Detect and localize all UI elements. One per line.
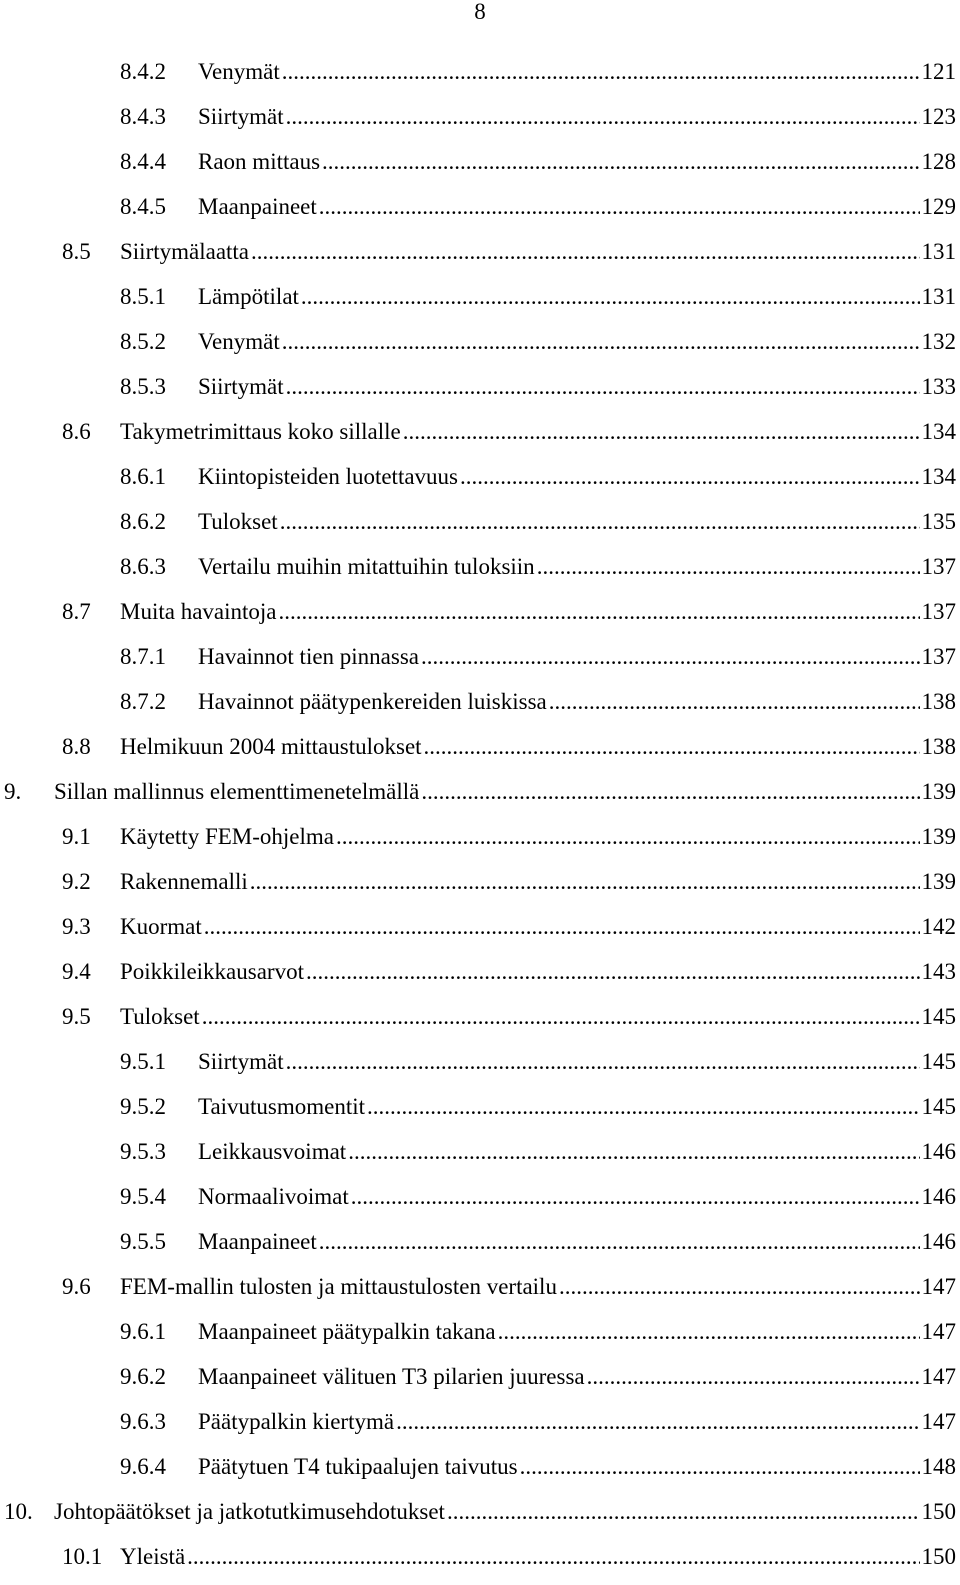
toc-entry-line <box>198 1405 956 1439</box>
toc-entry-line <box>198 1090 956 1124</box>
toc-entry-number: 9.3 <box>62 914 91 939</box>
toc-entry-number: 8.4.5 <box>120 194 166 219</box>
toc-entry-number: 8.4.4 <box>120 149 166 174</box>
toc-dot-leader <box>286 1045 920 1079</box>
toc-entry-line <box>120 820 956 854</box>
toc-entry[interactable] <box>0 1225 960 1270</box>
toc-entry[interactable] <box>0 190 960 235</box>
toc-dot-leader <box>421 640 919 674</box>
toc-entry-page: 150 <box>921 1544 956 1569</box>
toc-entry[interactable] <box>0 460 960 505</box>
toc-dot-leader <box>396 1405 919 1439</box>
toc-dot-leader <box>498 1315 920 1349</box>
toc-entry-title: Taivutusmomentit <box>198 1090 365 1124</box>
toc-dot-leader <box>587 1360 920 1394</box>
toc-entry-page: 139 <box>921 824 956 849</box>
toc-entry-page: 146 <box>921 1184 956 1209</box>
toc-entry-line <box>120 730 956 764</box>
toc-entry-title: Siirtymät <box>198 1045 284 1079</box>
page-number: 8 <box>474 0 486 24</box>
toc-entry[interactable] <box>0 100 960 145</box>
toc-dot-leader <box>537 550 920 584</box>
toc-entry-title: Vertailu muihin mitattuihin tuloksiin <box>198 550 535 584</box>
toc-dot-leader <box>286 100 920 134</box>
toc-entry[interactable] <box>0 370 960 415</box>
toc-entry-page: 121 <box>921 59 956 84</box>
toc-entry-page: 148 <box>921 1454 956 1479</box>
toc-entry-number: 9.6 <box>62 1274 91 1299</box>
toc-entry-number: 9.5.4 <box>120 1184 166 1209</box>
toc-dot-leader <box>336 820 920 854</box>
toc-entry-page: 131 <box>921 239 956 264</box>
toc-entry-line <box>198 370 956 404</box>
toc-entry[interactable] <box>0 955 960 1000</box>
toc-entry[interactable] <box>0 1540 960 1585</box>
toc-dot-leader <box>286 370 920 404</box>
toc-dot-leader <box>367 1090 919 1124</box>
toc-entry-number: 9. <box>4 779 22 804</box>
toc-entry-title: Havainnot päätypenkereiden luiskissa <box>198 685 547 719</box>
toc-entry-number: 8.6.3 <box>120 554 166 579</box>
toc-dot-leader <box>421 775 919 809</box>
toc-entry-title: Siirtymälaatta <box>120 235 249 269</box>
toc-entry-page: 147 <box>921 1364 956 1389</box>
toc-entry-number: 8.6 <box>62 419 91 444</box>
toc-entry[interactable] <box>0 685 960 730</box>
toc-entry-number: 9.6.2 <box>120 1364 166 1389</box>
toc-entry-number: 9.1 <box>62 824 91 849</box>
toc-entry-line <box>198 55 956 89</box>
toc-entry-number: 9.5.1 <box>120 1049 166 1074</box>
toc-entry-title: Helmikuun 2004 mittaustulokset <box>120 730 422 764</box>
toc-entry-title: Päätypalkin kiertymä <box>198 1405 394 1439</box>
toc-entry-number: 8.7.2 <box>120 689 166 714</box>
toc-entry-title: Kuormat <box>120 910 202 944</box>
toc-entry[interactable] <box>0 595 960 640</box>
toc-entry[interactable] <box>0 415 960 460</box>
toc-entry-number: 8.5 <box>62 239 91 264</box>
toc-entry-number: 9.5.5 <box>120 1229 166 1254</box>
toc-entry-title: Lämpötilat <box>198 280 299 314</box>
toc-entry-line <box>198 1180 956 1214</box>
toc-entry-page: 147 <box>921 1274 956 1299</box>
toc-entry-number: 9.6.4 <box>120 1454 166 1479</box>
toc-entry-page: 135 <box>921 509 956 534</box>
toc-dot-leader <box>447 1495 920 1529</box>
toc-entry-line <box>198 280 956 314</box>
toc-dot-leader <box>282 325 920 359</box>
toc-entry-title: Maanpaineet <box>198 190 317 224</box>
toc-entry-number: 10.1 <box>62 1544 103 1569</box>
toc-dot-leader <box>322 145 919 179</box>
toc-entry[interactable] <box>0 550 960 595</box>
toc-entry-number: 8.7 <box>62 599 91 624</box>
toc-entry-line <box>198 550 956 584</box>
toc-entry-page: 139 <box>921 779 956 804</box>
toc-entry[interactable] <box>0 640 960 685</box>
toc-entry[interactable] <box>0 505 960 550</box>
toc-entry-line <box>198 1135 956 1169</box>
toc-entry-line <box>198 1360 956 1394</box>
toc-entry-number: 9.6.1 <box>120 1319 166 1344</box>
toc-entry-line <box>120 595 956 629</box>
toc-entry-line <box>198 100 956 134</box>
toc-entry-page: 134 <box>921 419 956 444</box>
toc-entry[interactable] <box>0 1045 960 1090</box>
toc-entry-number: 9.2 <box>62 869 91 894</box>
toc-entry[interactable] <box>0 1135 960 1180</box>
toc-entry-page: 128 <box>921 149 956 174</box>
toc-entry-title: Kiintopisteiden luotettavuus <box>198 460 458 494</box>
toc-entry-page: 143 <box>921 959 956 984</box>
toc-entry-line <box>54 775 956 809</box>
toc-dot-leader <box>403 415 920 449</box>
toc-entry-title: Venymät <box>198 325 280 359</box>
toc-entry-title: Maanpaineet välituen T3 pilarien juuressa <box>198 1360 585 1394</box>
toc-entry-page: 123 <box>921 104 956 129</box>
toc-entry-number: 8.5.1 <box>120 284 166 309</box>
toc-dot-leader <box>348 1135 919 1169</box>
toc-entry-page: 146 <box>921 1139 956 1164</box>
toc-entry-number: 8.4.2 <box>120 59 166 84</box>
toc-dot-leader <box>280 505 920 539</box>
toc-entry-line <box>120 1270 956 1304</box>
toc-dot-leader <box>187 1540 919 1574</box>
toc-entry-line <box>120 235 956 269</box>
toc-entry-page: 134 <box>921 464 956 489</box>
table-of-contents <box>0 55 960 1585</box>
toc-entry-page: 147 <box>921 1409 956 1434</box>
toc-entry-line <box>198 640 956 674</box>
toc-entry-line <box>198 685 956 719</box>
toc-entry[interactable] <box>0 820 960 865</box>
toc-entry[interactable] <box>0 235 960 280</box>
toc-entry-line <box>120 910 956 944</box>
toc-entry-line <box>198 325 956 359</box>
toc-dot-leader <box>250 865 920 899</box>
toc-dot-leader <box>204 910 920 944</box>
toc-entry-line <box>198 505 956 539</box>
toc-entry-number: 10. <box>4 1499 33 1524</box>
toc-entry-page: 145 <box>921 1049 956 1074</box>
toc-entry-line <box>120 415 956 449</box>
toc-entry-title: Johtopäätökset ja jatkotutkimusehdotukset <box>54 1495 445 1529</box>
toc-entry-page: 139 <box>921 869 956 894</box>
toc-entry-line <box>198 190 956 224</box>
toc-entry-number: 9.5.2 <box>120 1094 166 1119</box>
toc-entry-number: 8.6.1 <box>120 464 166 489</box>
toc-entry-line <box>198 1315 956 1349</box>
toc-entry[interactable] <box>0 910 960 955</box>
toc-entry-title: Maanpaineet päätypalkin takana <box>198 1315 496 1349</box>
toc-entry-line <box>120 865 956 899</box>
toc-entry-page: 145 <box>921 1094 956 1119</box>
toc-entry-page: 138 <box>921 689 956 714</box>
toc-entry-title: Sillan mallinnus elementtimenetelmällä <box>54 775 419 809</box>
toc-dot-leader <box>424 730 920 764</box>
toc-entry-page: 146 <box>921 1229 956 1254</box>
toc-entry[interactable] <box>0 1090 960 1135</box>
toc-entry-title: Siirtymät <box>198 100 284 134</box>
toc-entry-page: 138 <box>921 734 956 759</box>
toc-dot-leader <box>460 460 920 494</box>
toc-entry-number: 8.6.2 <box>120 509 166 534</box>
toc-dot-leader <box>306 955 920 989</box>
toc-entry[interactable] <box>0 145 960 190</box>
toc-entry-number: 8.5.2 <box>120 329 166 354</box>
toc-entry-title: Käytetty FEM-ohjelma <box>120 820 334 854</box>
toc-entry-number: 9.4 <box>62 959 91 984</box>
toc-entry-number: 8.7.1 <box>120 644 166 669</box>
toc-entry-title: Yleistä <box>120 1540 185 1574</box>
toc-entry-line <box>198 1450 956 1484</box>
toc-dot-leader <box>559 1270 920 1304</box>
toc-entry-title: Poikkileikkausarvot <box>120 955 304 989</box>
toc-entry-number: 9.5 <box>62 1004 91 1029</box>
toc-entry-page: 129 <box>921 194 956 219</box>
toc-entry[interactable] <box>0 775 960 820</box>
toc-entry[interactable] <box>0 280 960 325</box>
toc-entry-number: 8.8 <box>62 734 91 759</box>
toc-entry-title: Venymät <box>198 55 280 89</box>
toc-entry-line <box>54 1495 956 1529</box>
toc-entry-page: 137 <box>921 554 956 579</box>
toc-entry-page: 145 <box>921 1004 956 1029</box>
toc-entry[interactable] <box>0 1315 960 1360</box>
toc-entry-title: Tulokset <box>198 505 278 539</box>
toc-entry-title: Päätytuen T4 tukipaalujen taivutus <box>198 1450 518 1484</box>
toc-entry-number: 8.5.3 <box>120 374 166 399</box>
toc-dot-leader <box>279 595 920 629</box>
toc-entry-title: Siirtymät <box>198 370 284 404</box>
toc-entry-title: Normaalivoimat <box>198 1180 349 1214</box>
toc-entry-line <box>120 955 956 989</box>
toc-entry-page: 133 <box>921 374 956 399</box>
toc-dot-leader <box>251 235 919 269</box>
toc-dot-leader <box>319 1225 920 1259</box>
toc-entry-line <box>120 1000 956 1034</box>
toc-entry[interactable] <box>0 325 960 370</box>
toc-entry[interactable] <box>0 1450 960 1495</box>
toc-entry[interactable] <box>0 1360 960 1405</box>
toc-entry-number: 9.6.3 <box>120 1409 166 1434</box>
toc-entry-page: 137 <box>921 599 956 624</box>
toc-entry[interactable] <box>0 1405 960 1450</box>
toc-entry[interactable] <box>0 1495 960 1540</box>
toc-dot-leader <box>282 55 920 89</box>
toc-entry-page: 132 <box>921 329 956 354</box>
toc-entry-title: Muita havaintoja <box>120 595 277 629</box>
toc-entry-title: Maanpaineet <box>198 1225 317 1259</box>
toc-entry-line <box>198 145 956 179</box>
toc-dot-leader <box>301 280 920 314</box>
toc-entry-title: Rakennemalli <box>120 865 248 899</box>
toc-entry-line <box>120 1540 956 1574</box>
toc-entry-page: 137 <box>921 644 956 669</box>
toc-entry[interactable] <box>0 55 960 100</box>
toc-entry[interactable] <box>0 1180 960 1225</box>
toc-entry[interactable] <box>0 1270 960 1315</box>
toc-dot-leader <box>202 1000 920 1034</box>
toc-entry-title: Takymetrimittaus koko sillalle <box>120 415 401 449</box>
toc-entry[interactable] <box>0 1000 960 1045</box>
toc-dot-leader <box>520 1450 920 1484</box>
toc-entry[interactable] <box>0 730 960 775</box>
toc-entry-title: Havainnot tien pinnassa <box>198 640 419 674</box>
toc-entry-page: 142 <box>921 914 956 939</box>
toc-entry-title: Leikkausvoimat <box>198 1135 346 1169</box>
toc-dot-leader <box>319 190 920 224</box>
toc-entry-title: FEM-mallin tulosten ja mittaustulosten vertailu <box>120 1270 557 1304</box>
toc-entry-line <box>198 1045 956 1079</box>
toc-entry-page: 131 <box>921 284 956 309</box>
toc-entry-title: Tulokset <box>120 1000 200 1034</box>
toc-entry-number: 9.5.3 <box>120 1139 166 1164</box>
toc-dot-leader <box>351 1180 920 1214</box>
toc-entry-line <box>198 460 956 494</box>
toc-entry-line <box>198 1225 956 1259</box>
toc-entry[interactable] <box>0 865 960 910</box>
toc-entry-page: 150 <box>921 1499 956 1524</box>
toc-entry-number: 8.4.3 <box>120 104 166 129</box>
toc-dot-leader <box>549 685 920 719</box>
toc-entry-title: Raon mittaus <box>198 145 320 179</box>
toc-entry-page: 147 <box>921 1319 956 1344</box>
